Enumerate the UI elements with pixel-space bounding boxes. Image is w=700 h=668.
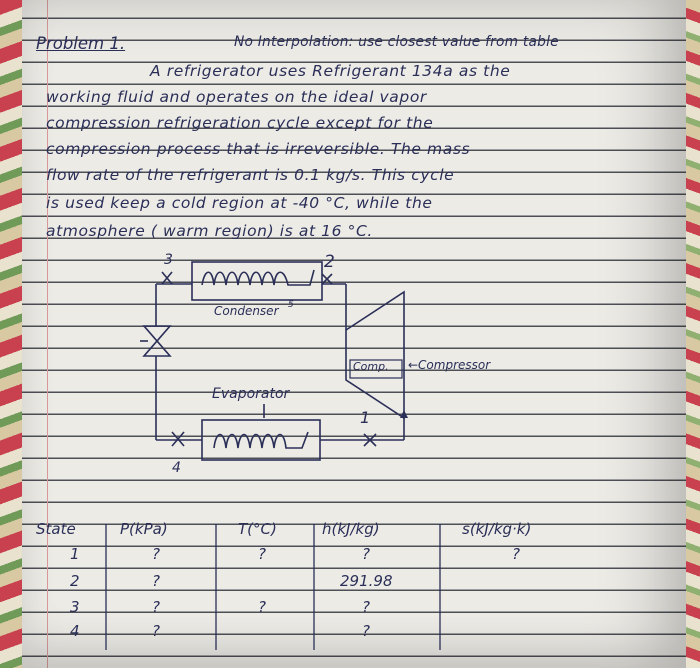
evaporator-label: Evaporator xyxy=(212,386,290,402)
table-row-4-state: 4 xyxy=(70,622,80,640)
problem-line-3: compression refrigeration cycle except for the xyxy=(46,114,434,132)
table-header-enthalpy: h(kJ/kg) xyxy=(322,520,380,538)
state-2-label: 2 xyxy=(324,252,335,272)
table-row-1-state: 1 xyxy=(70,545,80,563)
table-row-2-h: 291.98 xyxy=(340,572,393,590)
table-row-4-p: ? xyxy=(152,622,160,640)
notebook-page xyxy=(22,0,686,668)
header-note: No Interpolation: use closest value from table xyxy=(234,34,559,50)
table-header-pressure: P(kPa) xyxy=(120,520,168,538)
table-header-state: State xyxy=(36,520,76,538)
problem-line-4: compression process that is irreversible. The mass xyxy=(46,140,471,158)
problem-line-2: working fluid and operates on the ideal vapor xyxy=(46,88,427,106)
table-row-3-h: ? xyxy=(362,598,370,616)
problem-line-5: flow rate of the refrigerant is 0.1 kg/s. This cycle xyxy=(46,166,455,184)
table-header-temperature: T(°C) xyxy=(238,520,277,538)
problem-line-6: is used keep a cold region at -40 °C, while the xyxy=(46,194,433,212)
table-row-3-p: ? xyxy=(152,598,160,616)
compressor-note: ←Compressor xyxy=(408,358,491,372)
table-row-1-h: ? xyxy=(362,545,370,563)
table-row-2-state: 2 xyxy=(70,572,80,590)
problem-line-7: atmosphere ( warm region) is at 16 °C. xyxy=(46,222,373,240)
state-3-label: 3 xyxy=(164,252,173,268)
table-row-3-state: 3 xyxy=(70,598,80,616)
state-4-label: 4 xyxy=(172,460,181,476)
problem-line-1: A refrigerator uses Refrigerant 134a as the xyxy=(150,62,511,80)
table-row-1-p: ? xyxy=(152,545,160,563)
table-row-3-t: ? xyxy=(258,598,266,616)
state-table-grid xyxy=(22,0,686,668)
condenser-label: Condenser xyxy=(214,304,279,318)
table-row-2-p: ? xyxy=(152,572,160,590)
table-row-1-s: ? xyxy=(512,545,520,563)
problem-title: Problem 1. xyxy=(36,34,126,53)
compressor-label: Comp. xyxy=(353,360,389,373)
table-header-entropy: s(kJ/kg·k) xyxy=(462,520,532,538)
state-1-label: 1 xyxy=(360,408,371,427)
table-row-1-t: ? xyxy=(258,545,266,563)
condenser-superscript: 5 xyxy=(288,300,294,310)
table-row-4-h: ? xyxy=(362,622,370,640)
